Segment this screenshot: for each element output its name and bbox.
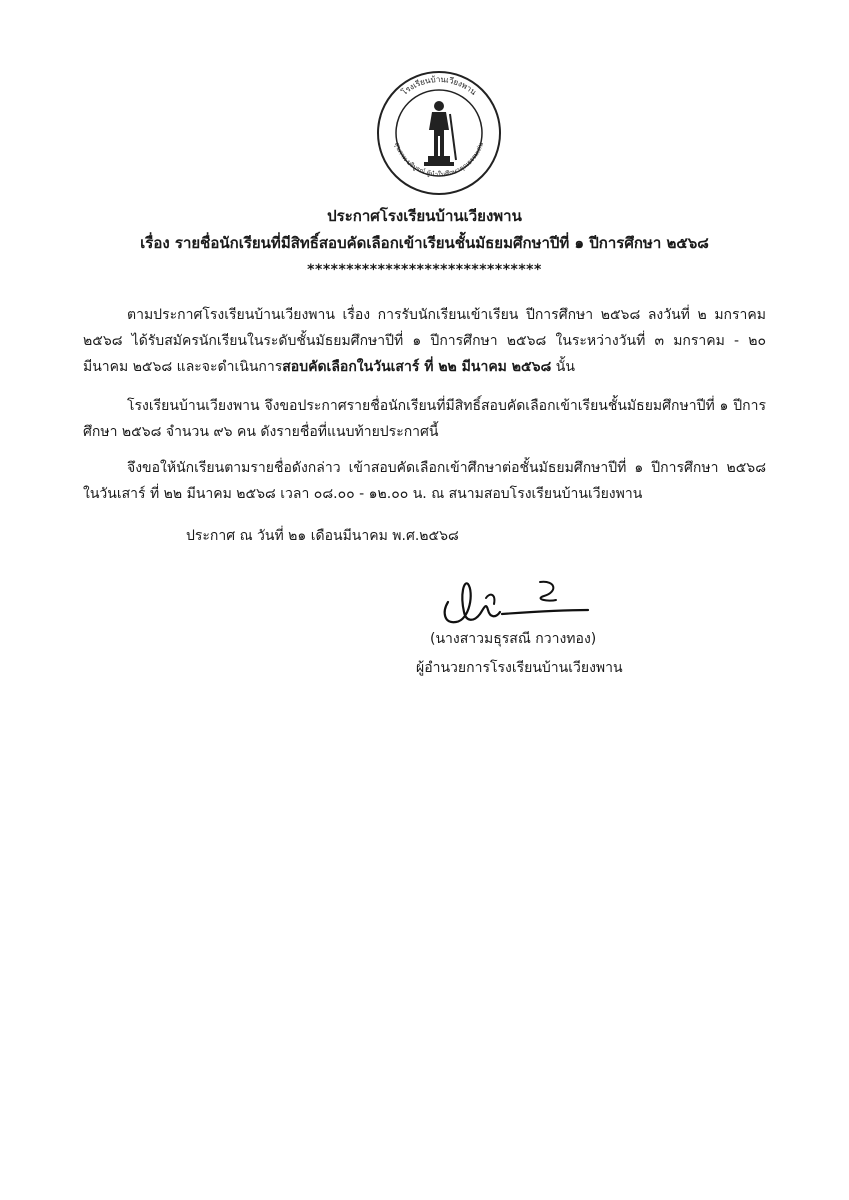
announcement-title: ประกาศโรงเรียนบ้านเวียงพาน [327,207,522,225]
seal-emblem-icon [374,68,504,198]
separator-stars: ****************************** [307,262,542,278]
paragraph-3-text: จึงขอให้นักเรียนตามรายชื่อดังกล่าว เข้าสอบคัดเลือกเข้าศึกษาต่อชั้นมัธยมศึกษาปีที่ ๑ ปีการศึกษา ๒๕๖๘ ในวันเสาร์ ที่ ๒๒ มีนาคม ๒๕๖๘ เวลา ๐๘.๐๐ - ๑๒.๐๐ น. ณ สนามสอบโรงเรียนบ้านเวียงพาน [83,460,766,502]
svg-text:สุขภาพ บริบูรณ์ ผู้นำในศึกษาคุ: สุขภาพ บริบูรณ์ ผู้นำในศึกษาคุณธรรมเด่น [392,141,486,179]
signature-icon [430,572,600,632]
paragraph-1-tail: นั้น [551,359,575,375]
paragraph-3 [83,455,766,507]
exam-date-highlight: สอบคัดเลือกในวันเสาร์ ที่ ๒๒ มีนาคม ๒๕๖๘ [282,359,552,375]
signer-name: (นางสาวมธุรสณี กวางทอง) [430,631,597,647]
paragraph-2 [83,393,766,445]
paragraph-1-text: ตามประกาศโรงเรียนบ้านเวียงพาน เรื่อง การรับนักเรียนเข้าเรียน ปีการศึกษา ๒๕๖๘ ลงวันที่ ๒ มกราคม ๒๕๖๘ ได้รับสมัครนักเรียนในระดับชั้นมัธยมศึกษาปีที่ ๑ ปีการศึกษา ๒๕๖๘ ในระหว่างวันที่ ๓ มกราคม - ๒๐ มีนาคม ๒๕๖๘ และจะดำเนินการ [83,307,766,375]
announcement-date: ประกาศ ณ วันที่ ๒๑ เดือนมีนาคม พ.ศ.๒๕๖๘ [186,528,459,544]
handwritten-signature [430,572,600,632]
paragraph-1 [83,302,766,380]
svg-text:โรงเรียนบ้านเวียงพาน: โรงเรียนบ้านเวียงพาน [399,74,479,97]
signer-position: ผู้อำนวยการโรงเรียนบ้านเวียงพาน [416,660,623,676]
announcement-subject: เรื่อง รายชื่อนักเรียนที่มีสิทธิ์สอบคัดเลือกเข้าเรียนชั้นมัธยมศึกษาปีที่ ๑ ปีการศึกษา ๒๕๖๘ [140,234,709,252]
paragraph-2-text: โรงเรียนบ้านเวียงพาน จึงขอประกาศรายชื่อนักเรียนที่มีสิทธิ์สอบคัดเลือกเข้าเรียนชั้นมัธยมศึกษาปีที่ ๑ ปีการศึกษา ๒๕๖๘ จำนวน ๙๖ คน ดังรายชื่อที่แนบท้ายประกาศนี้ [83,398,766,440]
school-seal-logo [374,68,504,198]
